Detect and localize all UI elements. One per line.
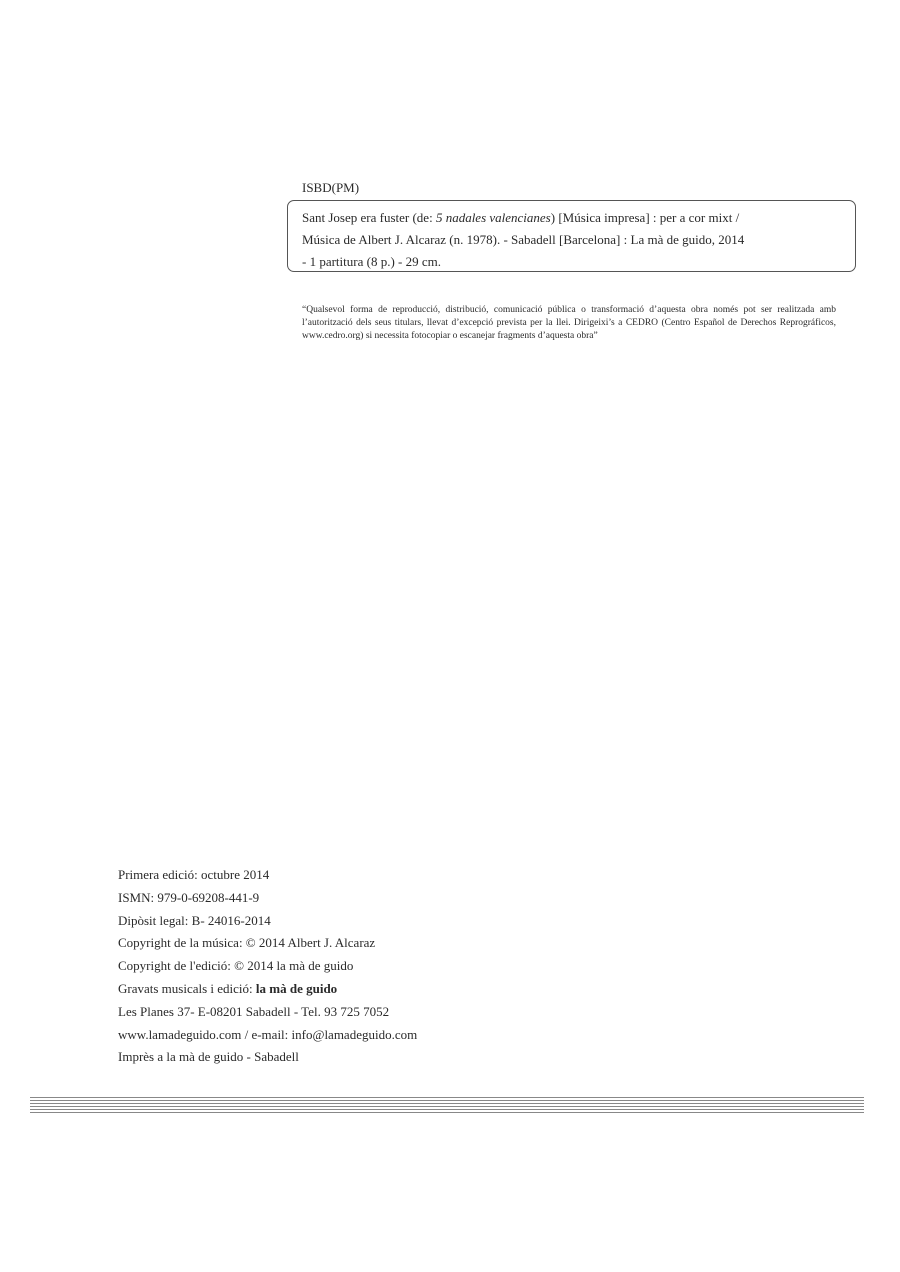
printed-line: Imprès a la mà de guido - Sabadell xyxy=(118,1049,299,1065)
copyright-notice: “Qualsevol forma de reproducció, distribució, comunicació pública o transformació d’aquesta obra només pot ser realitzada amb l’autorització dels seus titulars, llevat d’excepció prevista per la llei. Dirigeixi’s a CEDRO (Centro Español de Derechos Reprográficos, www.cedro.org) si necessita fotocopiar o escanejar fragments d’aquesta obra” xyxy=(302,305,836,341)
isbd-title: Sant Josep era fuster (de: xyxy=(302,210,436,225)
isbd-title-rest: ) [Música impresa] : per a cor mixt / xyxy=(550,210,740,225)
legal-deposit-line: Dipòsit legal: B- 24016-2014 xyxy=(118,912,271,928)
address-line: Les Planes 37- E-08201 Sabadell - Tel. 93 725 7052 xyxy=(118,1003,390,1019)
ismn-line: ISMN: 979-0-69208-441-9 xyxy=(118,889,260,905)
edition-line: Primera edició: octubre 2014 xyxy=(118,867,270,882)
music-copyright-line: Copyright de la música: © 2014 Albert J. Alcaraz xyxy=(118,935,376,951)
isbd-line-2: Música de Albert J. Alcaraz (n. 1978). - Sabadell [Barcelona] : La mà de guido, 2014 xyxy=(302,232,745,247)
web-line: www.lamadeguido.com / e-mail: info@lamadeguido.com xyxy=(118,1026,418,1042)
edition-copyright-line: Copyright de l'edició: © 2014 la mà de guido xyxy=(118,958,354,974)
isbd-line-3: - 1 partitura (8 p.) - 29 cm. xyxy=(302,254,441,269)
publisher-name: la mà de guido xyxy=(255,980,338,996)
isbd-line-1 xyxy=(302,207,845,229)
engraving-line xyxy=(118,978,417,1001)
isbd-record-box xyxy=(287,200,856,272)
imprint-block xyxy=(118,864,417,1069)
staff-lines-divider xyxy=(30,1097,864,1115)
engraving-label: Gravats musicals i edició: xyxy=(118,980,256,996)
isbd-source-title: 5 nadales valencianes xyxy=(435,210,551,225)
isbd-label: ISBD(PM) xyxy=(302,180,360,195)
